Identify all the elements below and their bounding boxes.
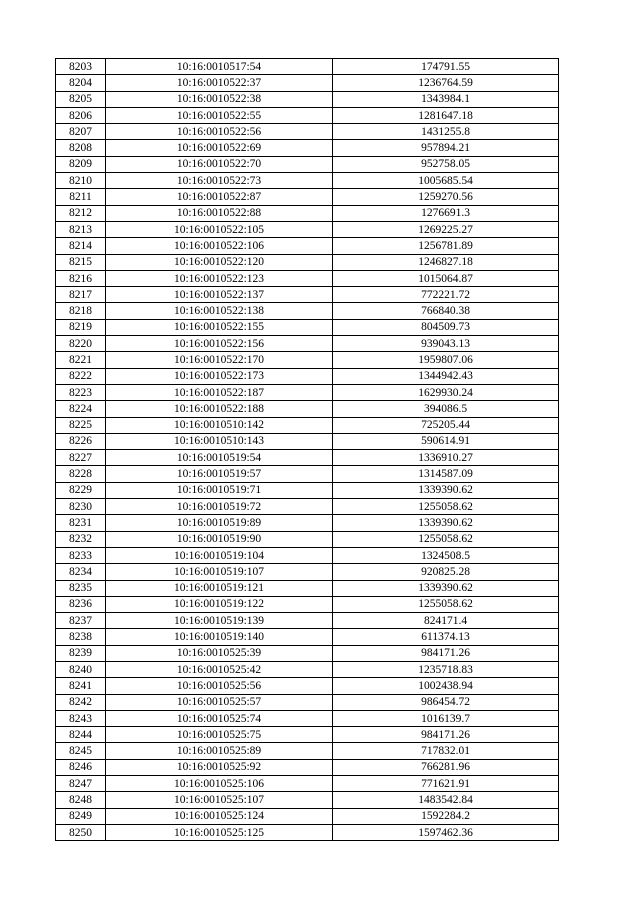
cadastral-number-cell: 10:16:0010510:143 <box>106 433 333 449</box>
table-row <box>56 221 559 237</box>
table-row <box>56 368 559 384</box>
cadastral-number-cell: 10:16:0010522:56 <box>106 124 333 140</box>
row-number-cell: 8210 <box>56 173 106 189</box>
row-number-cell: 8222 <box>56 368 106 384</box>
table-row <box>56 613 559 629</box>
cadastral-number-cell: 10:16:0010519:107 <box>106 564 333 580</box>
row-number-cell: 8208 <box>56 140 106 156</box>
value-cell: 1005685.54 <box>333 173 559 189</box>
value-cell: 1344942.43 <box>333 368 559 384</box>
cadastral-number-cell: 10:16:0010519:139 <box>106 613 333 629</box>
cadastral-number-cell: 10:16:0010522:87 <box>106 189 333 205</box>
value-cell: 1002438.94 <box>333 678 559 694</box>
value-cell: 1235718.83 <box>333 661 559 677</box>
row-number-cell: 8226 <box>56 433 106 449</box>
value-cell: 920825.28 <box>333 564 559 580</box>
row-number-cell: 8230 <box>56 499 106 515</box>
table-row <box>56 547 559 563</box>
table-row <box>56 384 559 400</box>
value-cell: 939043.13 <box>333 336 559 352</box>
value-cell: 1259270.56 <box>333 189 559 205</box>
cadastral-number-cell: 10:16:0010525:92 <box>106 759 333 775</box>
table-row <box>56 808 559 824</box>
table-row <box>56 596 559 612</box>
value-cell: 725205.44 <box>333 417 559 433</box>
value-cell: 1431255.8 <box>333 124 559 140</box>
row-number-cell: 8219 <box>56 319 106 335</box>
cadastral-number-cell: 10:16:0010525:74 <box>106 710 333 726</box>
table-row <box>56 792 559 808</box>
row-number-cell: 8247 <box>56 776 106 792</box>
table-row <box>56 727 559 743</box>
value-cell: 1959807.06 <box>333 352 559 368</box>
row-number-cell: 8220 <box>56 336 106 352</box>
cadastral-number-cell: 10:16:0010525:125 <box>106 824 333 840</box>
row-number-cell: 8234 <box>56 564 106 580</box>
table-body <box>56 59 559 841</box>
table-row <box>56 336 559 352</box>
table-row <box>56 710 559 726</box>
row-number-cell: 8227 <box>56 450 106 466</box>
cadastral-number-cell: 10:16:0010522:70 <box>106 156 333 172</box>
cadastral-number-cell: 10:16:0010522:37 <box>106 75 333 91</box>
row-number-cell: 8228 <box>56 466 106 482</box>
cadastral-number-cell: 10:16:0010522:105 <box>106 221 333 237</box>
cadastral-number-cell: 10:16:0010519:57 <box>106 466 333 482</box>
value-cell: 952758.05 <box>333 156 559 172</box>
value-cell: 1255058.62 <box>333 596 559 612</box>
table-row <box>56 91 559 107</box>
value-cell: 766281.96 <box>333 759 559 775</box>
cadastral-number-cell: 10:16:0010522:106 <box>106 238 333 254</box>
row-number-cell: 8233 <box>56 547 106 563</box>
table-row <box>56 482 559 498</box>
row-number-cell: 8231 <box>56 515 106 531</box>
table-row <box>56 270 559 286</box>
row-number-cell: 8224 <box>56 401 106 417</box>
value-cell: 611374.13 <box>333 629 559 645</box>
row-number-cell: 8244 <box>56 727 106 743</box>
value-cell: 1336910.27 <box>333 450 559 466</box>
row-number-cell: 8215 <box>56 254 106 270</box>
value-cell: 771621.91 <box>333 776 559 792</box>
value-cell: 717832.01 <box>333 743 559 759</box>
value-cell: 1339390.62 <box>333 515 559 531</box>
value-cell: 1256781.89 <box>333 238 559 254</box>
value-cell: 1276691.3 <box>333 205 559 221</box>
row-number-cell: 8239 <box>56 645 106 661</box>
cadastral-number-cell: 10:16:0010525:75 <box>106 727 333 743</box>
row-number-cell: 8245 <box>56 743 106 759</box>
table-row <box>56 450 559 466</box>
row-number-cell: 8204 <box>56 75 106 91</box>
cadastral-number-cell: 10:16:0010522:170 <box>106 352 333 368</box>
cadastral-number-cell: 10:16:0010510:142 <box>106 417 333 433</box>
table-row <box>56 319 559 335</box>
row-number-cell: 8221 <box>56 352 106 368</box>
table-row <box>56 238 559 254</box>
value-cell: 590614.91 <box>333 433 559 449</box>
table-row <box>56 59 559 75</box>
cadastral-number-cell: 10:16:0010525:89 <box>106 743 333 759</box>
table-row <box>56 156 559 172</box>
row-number-cell: 8248 <box>56 792 106 808</box>
row-number-cell: 8217 <box>56 287 106 303</box>
row-number-cell: 8207 <box>56 124 106 140</box>
value-cell: 1269225.27 <box>333 221 559 237</box>
cadastral-number-cell: 10:16:0010519:104 <box>106 547 333 563</box>
row-number-cell: 8213 <box>56 221 106 237</box>
row-number-cell: 8232 <box>56 531 106 547</box>
value-cell: 1281647.18 <box>333 107 559 123</box>
table-row <box>56 352 559 368</box>
table-row <box>56 515 559 531</box>
cadastral-number-cell: 10:16:0010525:39 <box>106 645 333 661</box>
row-number-cell: 8223 <box>56 384 106 400</box>
row-number-cell: 8241 <box>56 678 106 694</box>
row-number-cell: 8203 <box>56 59 106 75</box>
row-number-cell: 8209 <box>56 156 106 172</box>
cadastral-number-cell: 10:16:0010517:54 <box>106 59 333 75</box>
value-cell: 1236764.59 <box>333 75 559 91</box>
table-row <box>56 499 559 515</box>
cadastral-number-cell: 10:16:0010519:122 <box>106 596 333 612</box>
cadastral-number-cell: 10:16:0010519:72 <box>106 499 333 515</box>
table-row <box>56 287 559 303</box>
table-row <box>56 776 559 792</box>
table-row <box>56 564 559 580</box>
table-row <box>56 678 559 694</box>
value-cell: 1246827.18 <box>333 254 559 270</box>
table-row <box>56 303 559 319</box>
cadastral-number-cell: 10:16:0010519:140 <box>106 629 333 645</box>
value-cell: 1343984.1 <box>333 91 559 107</box>
table-row <box>56 417 559 433</box>
value-cell: 766840.38 <box>333 303 559 319</box>
row-number-cell: 8229 <box>56 482 106 498</box>
cadastral-number-cell: 10:16:0010522:137 <box>106 287 333 303</box>
row-number-cell: 8250 <box>56 824 106 840</box>
table-row <box>56 254 559 270</box>
value-cell: 1255058.62 <box>333 499 559 515</box>
cadastral-number-cell: 10:16:0010522:73 <box>106 173 333 189</box>
table-row <box>56 743 559 759</box>
row-number-cell: 8214 <box>56 238 106 254</box>
value-cell: 1597462.36 <box>333 824 559 840</box>
cadastral-number-cell: 10:16:0010525:106 <box>106 776 333 792</box>
table-row <box>56 694 559 710</box>
value-cell: 986454.72 <box>333 694 559 710</box>
value-cell: 1339390.62 <box>333 580 559 596</box>
table-row <box>56 124 559 140</box>
table-row <box>56 759 559 775</box>
table-row <box>56 75 559 91</box>
cadastral-number-cell: 10:16:0010525:107 <box>106 792 333 808</box>
cadastral-number-cell: 10:16:0010525:57 <box>106 694 333 710</box>
table-row <box>56 580 559 596</box>
value-cell: 824171.4 <box>333 613 559 629</box>
value-cell: 1314587.09 <box>333 466 559 482</box>
table-row <box>56 401 559 417</box>
cadastral-number-cell: 10:16:0010522:55 <box>106 107 333 123</box>
value-cell: 957894.21 <box>333 140 559 156</box>
value-cell: 772221.72 <box>333 287 559 303</box>
table-row <box>56 645 559 661</box>
table-row <box>56 140 559 156</box>
table-row <box>56 466 559 482</box>
row-number-cell: 8218 <box>56 303 106 319</box>
cadastral-number-cell: 10:16:0010522:88 <box>106 205 333 221</box>
data-table <box>55 58 559 841</box>
value-cell: 1483542.84 <box>333 792 559 808</box>
cadastral-number-cell: 10:16:0010525:42 <box>106 661 333 677</box>
table-row <box>56 173 559 189</box>
row-number-cell: 8216 <box>56 270 106 286</box>
row-number-cell: 8243 <box>56 710 106 726</box>
table-row <box>56 629 559 645</box>
table-row <box>56 661 559 677</box>
value-cell: 1592284.2 <box>333 808 559 824</box>
value-cell: 174791.55 <box>333 59 559 75</box>
cadastral-number-cell: 10:16:0010522:123 <box>106 270 333 286</box>
cadastral-number-cell: 10:16:0010519:90 <box>106 531 333 547</box>
row-number-cell: 8240 <box>56 661 106 677</box>
row-number-cell: 8236 <box>56 596 106 612</box>
row-number-cell: 8212 <box>56 205 106 221</box>
row-number-cell: 8235 <box>56 580 106 596</box>
table-row <box>56 107 559 123</box>
value-cell: 394086.5 <box>333 401 559 417</box>
value-cell: 984171.26 <box>333 727 559 743</box>
cadastral-number-cell: 10:16:0010519:89 <box>106 515 333 531</box>
cadastral-number-cell: 10:16:0010519:121 <box>106 580 333 596</box>
table-row <box>56 824 559 840</box>
row-number-cell: 8225 <box>56 417 106 433</box>
table-row <box>56 205 559 221</box>
table-row <box>56 189 559 205</box>
table-row <box>56 433 559 449</box>
row-number-cell: 8242 <box>56 694 106 710</box>
value-cell: 1015064.87 <box>333 270 559 286</box>
row-number-cell: 8205 <box>56 91 106 107</box>
row-number-cell: 8249 <box>56 808 106 824</box>
row-number-cell: 8246 <box>56 759 106 775</box>
cadastral-number-cell: 10:16:0010519:54 <box>106 450 333 466</box>
cadastral-number-cell: 10:16:0010519:71 <box>106 482 333 498</box>
value-cell: 1629930.24 <box>333 384 559 400</box>
cadastral-number-cell: 10:16:0010522:156 <box>106 336 333 352</box>
value-cell: 984171.26 <box>333 645 559 661</box>
row-number-cell: 8237 <box>56 613 106 629</box>
cadastral-number-cell: 10:16:0010525:56 <box>106 678 333 694</box>
cadastral-number-cell: 10:16:0010522:173 <box>106 368 333 384</box>
table-row <box>56 531 559 547</box>
value-cell: 1016139.7 <box>333 710 559 726</box>
value-cell: 804509.73 <box>333 319 559 335</box>
value-cell: 1324508.5 <box>333 547 559 563</box>
cadastral-number-cell: 10:16:0010522:120 <box>106 254 333 270</box>
cadastral-number-cell: 10:16:0010522:138 <box>106 303 333 319</box>
cadastral-number-cell: 10:16:0010522:69 <box>106 140 333 156</box>
cadastral-number-cell: 10:16:0010525:124 <box>106 808 333 824</box>
value-cell: 1255058.62 <box>333 531 559 547</box>
value-cell: 1339390.62 <box>333 482 559 498</box>
row-number-cell: 8211 <box>56 189 106 205</box>
row-number-cell: 8206 <box>56 107 106 123</box>
cadastral-number-cell: 10:16:0010522:188 <box>106 401 333 417</box>
cadastral-number-cell: 10:16:0010522:187 <box>106 384 333 400</box>
row-number-cell: 8238 <box>56 629 106 645</box>
cadastral-number-cell: 10:16:0010522:38 <box>106 91 333 107</box>
cadastral-number-cell: 10:16:0010522:155 <box>106 319 333 335</box>
